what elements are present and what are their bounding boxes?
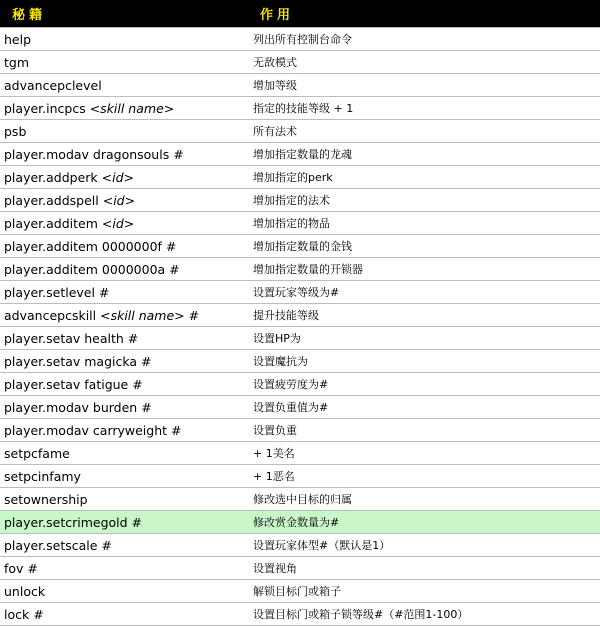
table-header [0,0,600,28]
cheat-command [0,603,248,626]
table-row [0,511,600,534]
cheat-command [0,304,248,327]
cheat-effect: 修改选中目标的归属 [248,488,600,511]
cheat-effect: 设置魔抗为 [248,350,600,373]
cheat-effect: 提升技能等级 [248,304,600,327]
table-row [0,534,600,557]
command-text: advancepclevel [4,77,102,93]
command-text: player.additem [4,215,102,231]
table-row [0,304,600,327]
cheat-command [0,97,248,120]
header-effect: 作用 [248,0,600,28]
table-row [0,120,600,143]
table-row [0,51,600,74]
cheat-command [0,28,248,51]
command-text: tgm [4,54,30,70]
command-text: setownership [4,491,88,507]
cheat-command [0,488,248,511]
command-text: player.modav dragonsouls # [4,146,184,162]
table-row [0,143,600,166]
command-text: setpcfame [4,445,70,461]
cheat-command [0,419,248,442]
cheat-command [0,580,248,603]
cheat-effect: 指定的技能等级 + 1 [248,97,600,120]
cheat-command [0,235,248,258]
cheat-command [0,120,248,143]
command-argument: <skill name> [100,307,185,323]
command-text: fov # [4,560,38,576]
command-text: setpcinfamy [4,468,81,484]
command-text: lock # [4,606,44,622]
command-text: player.setcrimegold # [4,514,143,530]
command-text: player.additem 0000000f # [4,238,177,254]
cheat-command [0,534,248,557]
table-row [0,442,600,465]
table-row [0,373,600,396]
cheat-command [0,189,248,212]
table-row [0,189,600,212]
command-text: advancepcskill [4,307,101,323]
cheat-effect: + 1美名 [248,442,600,465]
cheat-effect: 设置视角 [248,557,600,580]
table-row [0,557,600,580]
cheat-command [0,143,248,166]
cheat-effect: 设置目标门或箱子锁等级#（#范围1-100） [248,603,600,626]
command-text: player.setav fatigue # [4,376,143,392]
table-row [0,166,600,189]
command-argument: <skill name> [89,100,175,116]
cheat-command [0,511,248,534]
command-text: unlock [4,583,46,599]
command-text: player.addspell [4,192,103,208]
cheat-command [0,373,248,396]
command-text: player.setav magicka # [4,353,152,369]
cheat-effect: 设置HP为 [248,327,600,350]
cheat-effect: 无敌模式 [248,51,600,74]
table-row [0,465,600,488]
cheat-command [0,557,248,580]
cheat-effect: 增加指定数量的开锁器 [248,258,600,281]
cheat-command [0,74,248,97]
command-text: player.setscale # [4,537,112,553]
cheat-effect: 增加等级 [248,74,600,97]
table-row [0,235,600,258]
table-row [0,327,600,350]
cheat-effect: 设置玩家体型#（默认是1） [248,534,600,557]
table-row [0,396,600,419]
cheat-command [0,281,248,304]
table-row [0,350,600,373]
cheat-command [0,258,248,281]
table-body [0,28,600,626]
cheat-effect: 设置疲劳度为# [248,373,600,396]
command-text: player.modav burden # [4,399,152,415]
cheat-effect: 增加指定的法术 [248,189,600,212]
cheat-effect: + 1恶名 [248,465,600,488]
table-row [0,74,600,97]
cheat-effect: 增加指定数量的龙魂 [248,143,600,166]
cheat-command [0,396,248,419]
command-text: player.incpcs [4,100,90,116]
header-row [0,0,600,28]
cheat-effect: 解锁目标门或箱子 [248,580,600,603]
command-text: player.modav carryweight # [4,422,182,438]
table-row [0,28,600,51]
command-argument: <id> [101,169,134,185]
cheat-effect: 所有法术 [248,120,600,143]
cheat-command [0,166,248,189]
command-text: player.setav health # [4,330,139,346]
table-row [0,580,600,603]
cheat-command [0,442,248,465]
cheat-command [0,212,248,235]
cheat-effect: 设置负重值为# [248,396,600,419]
command-text: player.additem 0000000a # [4,261,180,277]
cheat-effect: 修改赏金数量为# [248,511,600,534]
cheat-effect: 设置负重 [248,419,600,442]
table-row [0,258,600,281]
table-row [0,419,600,442]
header-cheat: 秘籍 [0,0,248,28]
cheat-effect: 增加指定数量的金钱 [248,235,600,258]
table-row [0,488,600,511]
cheat-effect: 增加指定的物品 [248,212,600,235]
table-row [0,97,600,120]
table-row [0,281,600,304]
command-suffix: # [184,307,200,323]
command-argument: <id> [101,215,135,231]
cheat-command [0,327,248,350]
cheat-effect: 列出所有控制台命令 [248,28,600,51]
cheat-command [0,350,248,373]
command-text: psb [4,123,27,139]
table-row [0,212,600,235]
cheat-command [0,465,248,488]
cheat-command [0,51,248,74]
cheat-effect: 设置玩家等级为# [248,281,600,304]
command-text: player.addperk [4,169,102,185]
cheat-effect: 增加指定的perk [248,166,600,189]
command-text: player.setlevel # [4,284,110,300]
table-row [0,603,600,626]
command-text: help [4,31,32,47]
command-argument: <id> [102,192,136,208]
